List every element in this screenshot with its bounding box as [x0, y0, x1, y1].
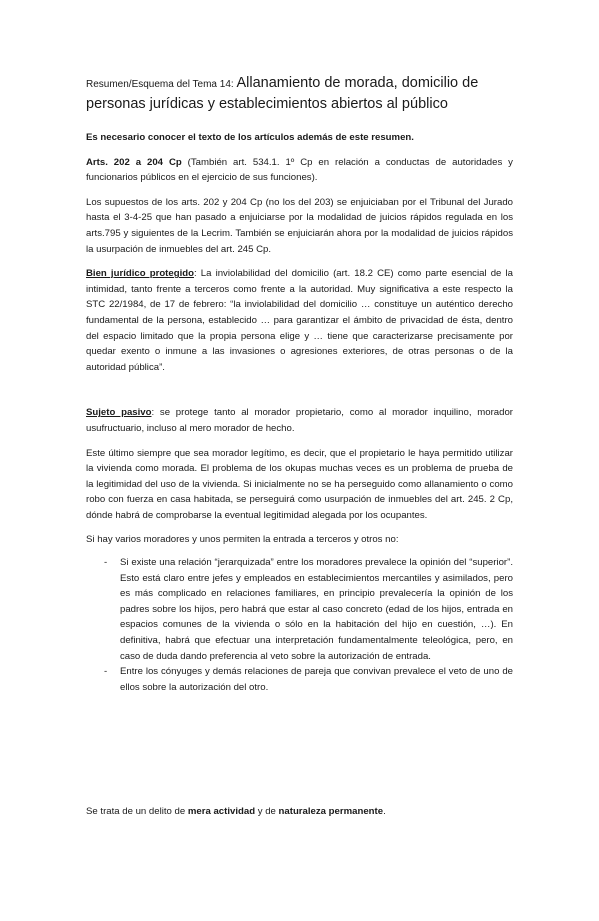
arts-text: (También art. 534.1. 1º Cp en relación a conductas de autoridades y funcionarios públicos en el ejercicio de sus funciones). [86, 156, 513, 184]
list-item [86, 555, 513, 664]
bien-paragraph [86, 266, 513, 375]
sujeto-paragraph [86, 405, 513, 436]
list-item-text: Entre los cónyuges y demás relaciones de pareja que convivan prevalece el veto de uno de ellos sobre la autorización del otro. [120, 666, 513, 693]
notice-text: Es necesario conocer el texto de los artículos además de este resumen. [86, 132, 414, 143]
document-title [86, 73, 513, 114]
title-main: Allanamiento de morada, domicilio de personas jurídicas y establecimientos abiertos al público [86, 75, 479, 112]
bien-lead: Bien jurídico protegido [86, 268, 194, 280]
final-text-a: Se trata de un delito de [86, 806, 188, 817]
final-bold-naturaleza: naturaleza permanente [278, 806, 384, 817]
arts-lead: Arts. 202 a 204 Cp [86, 156, 182, 168]
title-prefix: Resumen/Esquema del Tema 14: [86, 79, 237, 90]
list-bullet: - [104, 666, 108, 678]
bien-text: : La inviolabilidad del domicilio (art. 18.2 CE) como parte esencial de la intimidad, tanto frente a terceros como frente a la autoridad. Muy significativa a este respecto la STC 22/1984, de 17 de febrero: “la inviolabilidad del domicilio … constituye un auténtico derecho fundamental de la persona, establecido … para garantizar el ámbito de privacidad de ésta, dentro del espacio limitado que la propia persona elige y … tiene que caracterizarse precisamente por quedar exento o inmune a las invasiones o agresiones exteriores, de otras personas o de la autoridad pública”. [86, 268, 514, 373]
list-bullet: - [104, 557, 108, 569]
notice-paragraph [86, 130, 513, 146]
final-text-e: . [383, 806, 386, 817]
supuestos-paragraph: Los supuestos de los arts. 202 y 204 Cp (no los del 203) se enjuiciaban por el Tribunal del Jurado hasta el 3-4-25 que han pasado a enjuiciarse por la modalidad de juicios rápidos regulada en los arts.795 y siguientes de la Lecrim. También se enjuiciarán ahora por la modalidad de juicios rápidos la usurpación de inmuebles del art. 245 Cp. [86, 196, 513, 255]
final-paragraph [86, 804, 386, 820]
list-item [86, 664, 513, 695]
varios-paragraph: Si hay varios moradores y unos permiten la entrada a terceros y otros no: [86, 534, 399, 546]
ultimo-paragraph: Este último siempre que sea morador legítimo, es decir, que el propietario le haya permitido utilizar la vivienda como morada. El problema de los okupas muchas veces es un problema de prueba de la legitimidad del uso de la vivienda. Si inicialmente no se ha perseguido como allanamiento o como robo con fuerza en casa habitada, se perseguirá como usurpación de inmuebles del art. 245. 2 Cp, dónde habrá de comprobarse la eventual legitimidad alegada por los ocupantes. [86, 447, 513, 521]
final-bold-mera-actividad: mera actividad [187, 806, 256, 817]
list-item-text: Si existe una relación “jerarquizada” entre los moradores prevalece la opinión del “superior”. Esto está claro entre jefes y empleados en establecimientos mercantiles y asimilados, pero es más complicado en relaciones familiares, en principio prevalecería la opinión de los padres sobre los hijos, pero habrá que estar al caso concreto (edad de los hijos, entrada en espacios comunes de la vivienda o sólo en la habitación del hijo en cuestión, …). En definitiva, habrá que efectuar una interpretación fundamentalmente teleológica, pero, en caso de duda dando preferencia al veto sobre la autorización de entrada. [120, 557, 513, 662]
final-text-c: y de [255, 806, 279, 817]
document-page [0, 73, 599, 921]
sujeto-lead: Sujeto pasivo [86, 407, 152, 419]
sujeto-text: : se protege tanto al morador propietario, como al morador inquilino, morador usufructuario, incluso al mero morador de hecho. [86, 407, 513, 434]
arts-paragraph [86, 155, 513, 186]
moradores-list [86, 555, 513, 695]
